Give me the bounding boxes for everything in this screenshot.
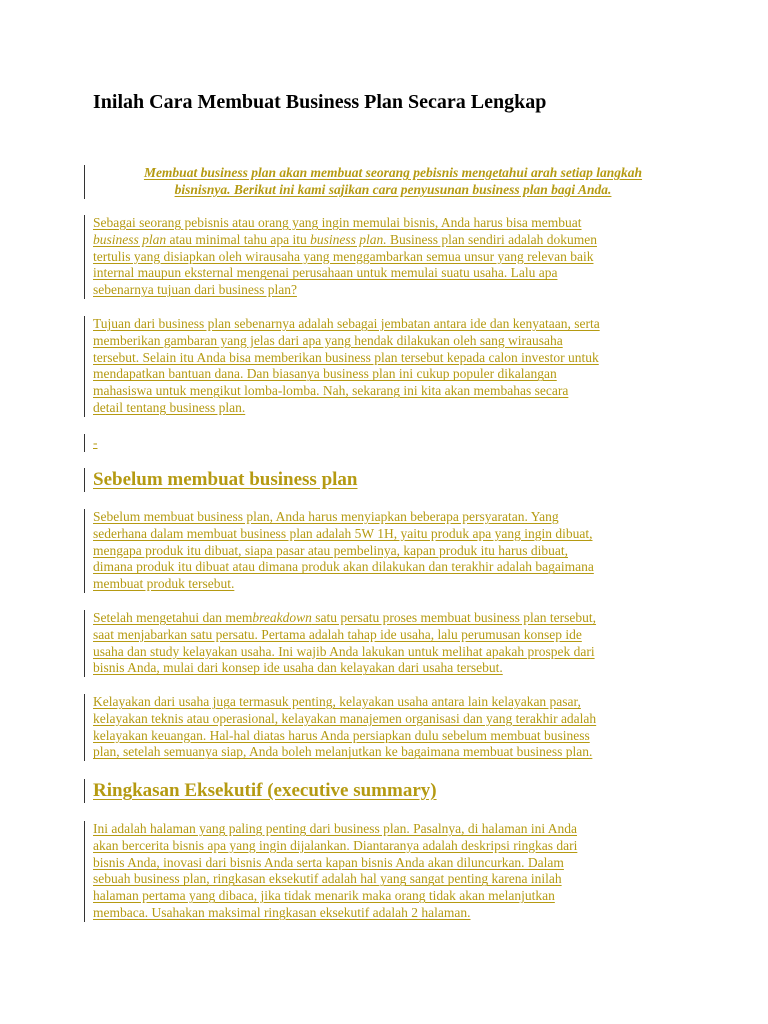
section-2-paragraph-1 <box>84 821 693 922</box>
section-1-paragraph-2 <box>84 610 693 677</box>
text-line <box>93 610 693 627</box>
text-fragment: satu persatu proses membuat business plan tersebut, <box>311 610 597 625</box>
text-line: membaca. Usahakan maksimal ringkasan eksekutif adalah 2 halaman. <box>93 904 471 920</box>
text-line: dimana produk itu dibuat atau dimana produk akan dilakukan dan terakhir adalah bagaimana <box>93 559 594 575</box>
italic-term: business plan. <box>310 231 387 247</box>
text-line: plan, setelah semuanya siap, Anda boleh melanjutkan ke bagaimana membuat business plan. <box>93 744 593 760</box>
paragraph-1 <box>84 215 693 299</box>
italic-term: breakdown <box>252 610 312 625</box>
text-line: memberikan gambaran yang jelas dari apa yang hendak dilakukan oleh sang wirausaha <box>93 332 563 348</box>
text-line: Tujuan dari business plan sebenarnya adalah sebagai jembatan antara ide dan kenyataan, serta <box>93 316 600 331</box>
text-line: detail tentang business plan. <box>93 399 246 415</box>
text-fragment: Setelah mengetahui dan mem <box>93 610 253 625</box>
text-line: internal maupun eksternal mengenai perusahaan untuk memulai suatu usaha. Lalu apa <box>93 265 558 281</box>
text-line <box>93 232 693 249</box>
text-line: membuat produk tersebut. <box>93 576 235 592</box>
text-line: mendapatkan bantuan dana. Dan biasanya business plan ini cukup populer dikalangan <box>93 366 557 382</box>
paragraph-text[interactable] <box>93 694 693 761</box>
text-line: akan bercerita bisnis apa yang ingin dijalankan. Diantaranya adalah deskripsi ringkas dari <box>93 837 578 853</box>
text-line: halaman pertama yang dibaca, jika tidak menarik maka orang tidak akan melanjutkan <box>93 888 555 904</box>
text-line: Sebelum membuat business plan, Anda harus menyiapkan beberapa persyaratan. Yang <box>93 509 559 524</box>
text-fragment: Business plan sendiri adalah dokumen <box>386 231 597 247</box>
paragraph-text[interactable] <box>93 509 693 593</box>
italic-term: business plan <box>93 231 167 247</box>
paragraph-text[interactable] <box>93 610 693 677</box>
text-line: bisnis Anda, inovasi dari bisnis Anda serta kapan bisnis Anda akan diluncurkan. Dalam <box>93 854 564 870</box>
text-line: saat menjabarkan satu persatu. Pertama adalah tahap ide usaha, lalu perumusan konsep ide <box>93 626 582 642</box>
section-heading[interactable]: Sebelum membuat business plan <box>93 469 358 490</box>
text-line: tertulis yang disiapkan oleh wirausaha yang menggambarkan semua unsur yang relevan baik <box>93 248 594 264</box>
text-line: sebuah business plan, ringkasan eksekutif adalah hal yang sangat penting karena inilah <box>93 871 562 887</box>
text-line: Sebagai seorang pebisnis atau orang yang ingin memulai bisnis, Anda harus bisa membuat <box>93 215 582 230</box>
page-title: Inilah Cara Membuat Business Plan Secara Lengkap <box>93 91 547 113</box>
text-line: kelayakan teknis atau operasional, kelayakan manajemen organisasi dan yang terakhir adalah <box>93 710 597 726</box>
paragraph-2 <box>84 316 693 417</box>
text-line: Kelayakan dari usaha juga termasuk penting, kelayakan usaha antara lain kelayakan pasar, <box>93 694 581 709</box>
text-line: bisnis Anda, mulai dari konsep ide usaha dan kelayakan dari usaha tersebut. <box>93 660 503 676</box>
section-1-paragraph-3 <box>84 694 693 761</box>
paragraph-text[interactable] <box>93 821 693 922</box>
paragraph-1-text[interactable] <box>93 215 693 299</box>
spacer-block <box>84 434 693 452</box>
intro-block <box>84 165 693 199</box>
section-1-paragraph-1 <box>84 509 693 593</box>
text-line: mahasiswa untuk mengikut lomba-lomba. Nah, sekarang ini kita akan membahas secara <box>93 383 569 399</box>
text-fragment: atau minimal tahu apa itu <box>166 231 311 247</box>
intro-line: Membuat business plan akan membuat seorang pebisnis mengetahui arah setiap langkah <box>143 165 643 180</box>
section-1-heading-block <box>84 468 693 492</box>
text-line: usaha dan study kelayakan usaha. Ini wajib Anda lakukan untuk melihat apakah prospek dari <box>93 643 595 659</box>
text-line: kelayakan keuangan. Hal-hal diatas harus Anda persiapkan dulu sebelum membuat business <box>93 727 590 743</box>
text-line: Ini adalah halaman yang paling penting dari business plan. Pasalnya, di halaman ini Anda <box>93 821 578 836</box>
section-heading[interactable]: Ringkasan Eksekutif (executive summary) <box>93 780 437 801</box>
intro-line: bisnisnya. Berikut ini kami sajikan cara penyusunan business plan bagi Anda. <box>174 181 612 197</box>
intro-text[interactable] <box>93 165 693 199</box>
spacer-link[interactable]: - <box>93 435 98 450</box>
paragraph-2-text[interactable] <box>93 316 693 417</box>
text-line: mengapa produk itu dibuat, siapa pasar atau pembelinya, kapan produk itu harus dibuat, <box>93 542 568 558</box>
text-line: sederhana dalam membuat business plan adalah 5W 1H, yaitu produk apa yang ingin dibuat, <box>93 525 593 541</box>
text-line: sebenarnya tujuan dari business plan? <box>93 282 297 298</box>
text-line: tersebut. Selain itu Anda bisa memberikan business plan tersebut kepada calon investor untuk <box>93 349 599 365</box>
section-2-heading-block <box>84 779 693 803</box>
